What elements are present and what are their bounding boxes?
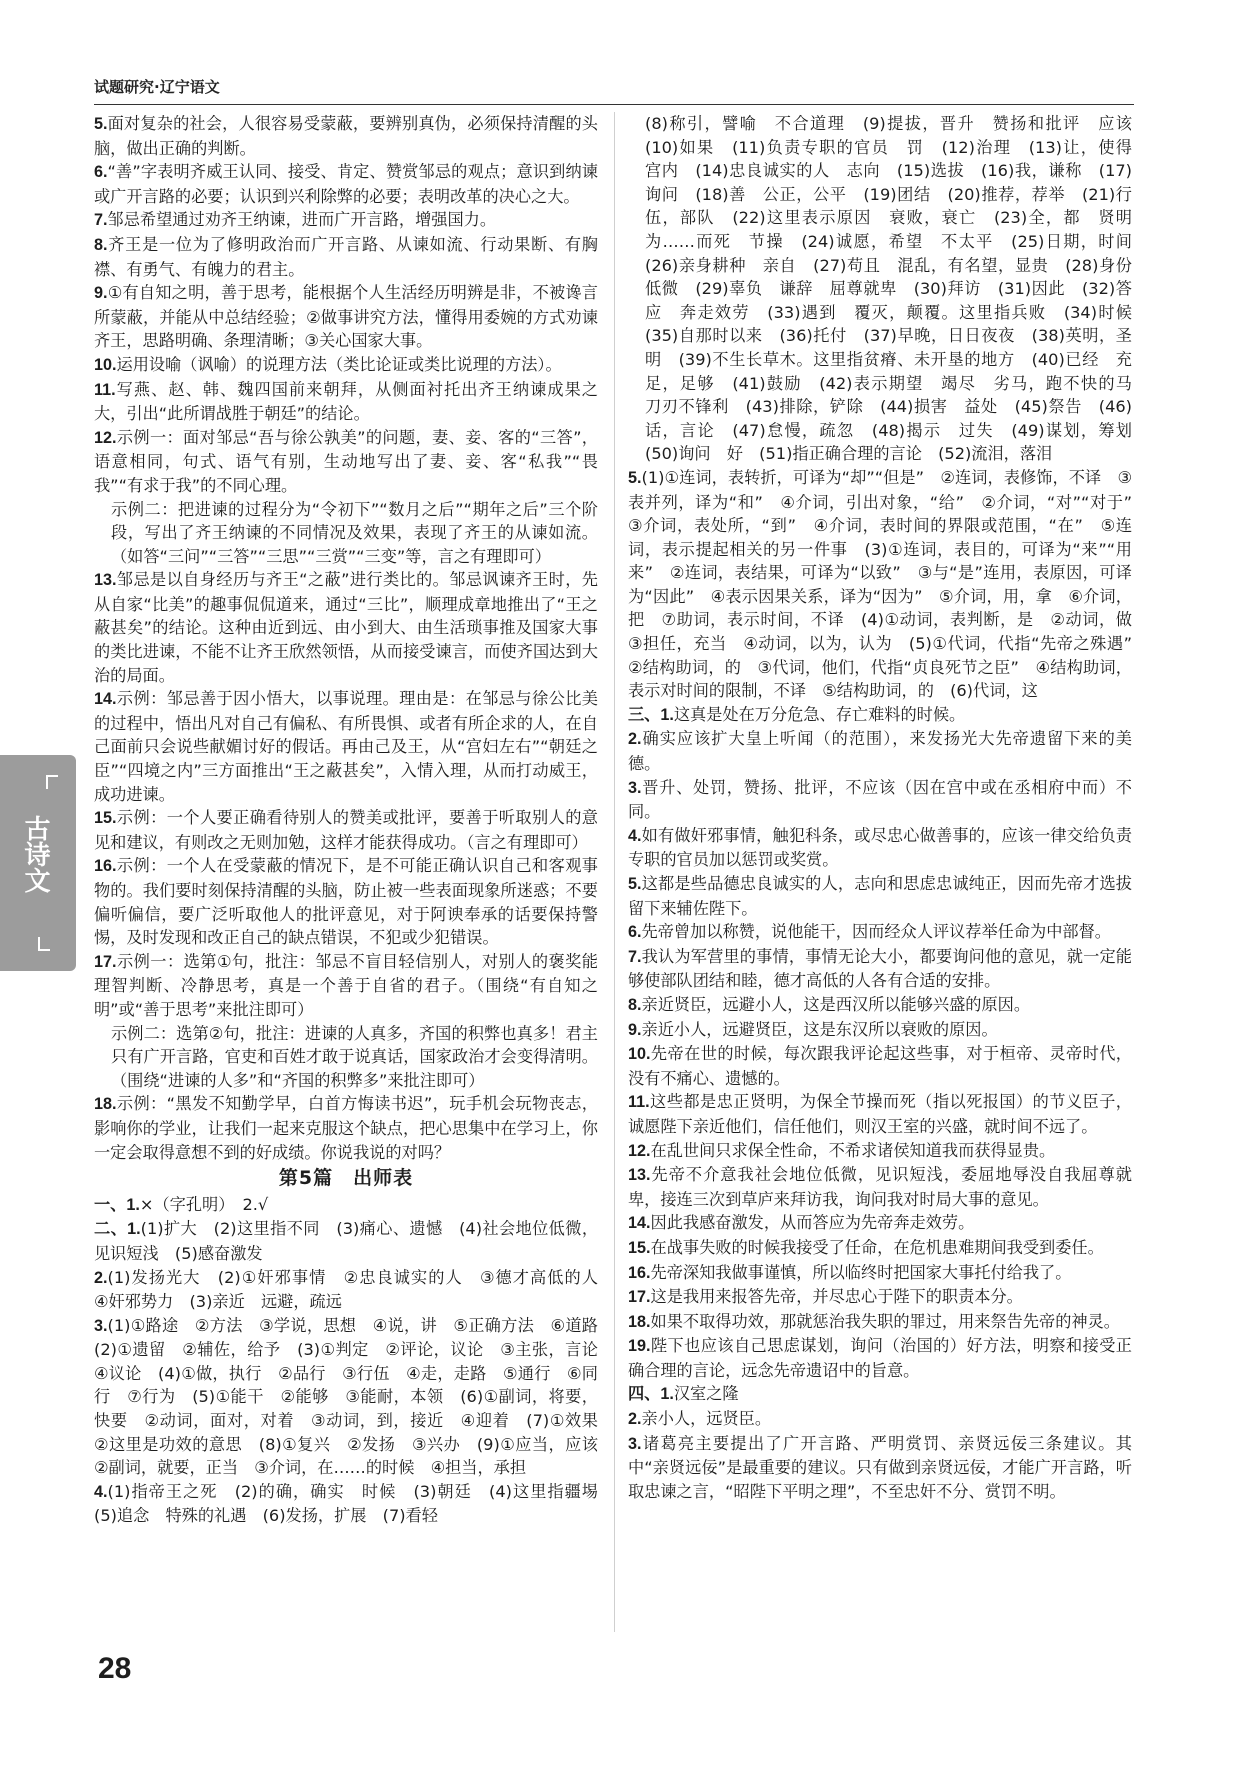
answer-number: 8. — [628, 995, 642, 1014]
answer-number: 17. — [94, 952, 117, 971]
answer-item — [94, 1193, 598, 1218]
answer-text: 如有做奸邪事情，触犯科条，或尽忠心做善事的，应该一律交给负责专职的官员加以惩罚或奖赏。 — [628, 825, 1132, 870]
answer-text: 在乱世间只求保全性命，不希求诸侯知道我而获得显贵。 — [650, 1140, 1056, 1160]
answer-text: 示例一：面对邹忌“吾与徐公孰美”的问题，妻、妾、客的“三答”，语意相同，句式、语气有别，生动地写出了妻、妾、客“私我”“畏我”“有求于我”的不同心理。 — [94, 427, 598, 495]
answer-item — [628, 1310, 1132, 1335]
answer-text: 邹忌是以自身经历与齐王“之蔽”进行类比的。邹忌讽谏齐王时，先从自家“比美”的趣事侃侃道来，通过“三比”，顺理成章地推出了“王之蔽甚矣”的结论。这种由近到远、由小到大、由生活琐事推及国家大事的类比进谏，不能不让齐王欣然领悟，从而接受谏言，而使齐国达到大治的局面。 — [94, 570, 598, 685]
answer-item — [94, 1092, 598, 1164]
answer-number: 4. — [94, 1482, 108, 1501]
answer-item — [628, 1334, 1132, 1382]
answer-item — [94, 1314, 615, 1480]
answer-number: 14. — [94, 690, 117, 709]
answer-text: 诸葛亮主要提出了广开言路、严明赏罚、亲贤远佞三条建议。其中“亲贤远佞”是最重要的建议。只有做到亲贤远佞，才能广开言路，听取忠谏之言，“昭陛下平明之理”，不至忠奸不分、赏罚不明。 — [628, 1433, 1132, 1501]
answer-text: 陛下也应该自己思虑谋划，询问（治国的）好方法，明察和接受正确合理的言论，远念先帝遗诏中的旨意。 — [628, 1336, 1132, 1380]
answer-number: 16. — [94, 857, 117, 876]
answer-number: 16. — [628, 1263, 651, 1282]
answer-number: 2. — [628, 1410, 642, 1429]
answer-item — [94, 687, 598, 806]
answer-item — [628, 1018, 1132, 1043]
section-side-tab — [0, 755, 76, 971]
answer-number: 2. — [628, 730, 642, 749]
answer-number: 11. — [628, 1093, 650, 1112]
answer-number: 10. — [94, 355, 117, 374]
answer-number: 6. — [628, 923, 642, 942]
answer-number: 14. — [628, 1214, 651, 1233]
answer-number: 5. — [628, 468, 642, 487]
column-divider — [614, 112, 615, 1632]
answer-item — [94, 568, 598, 687]
answer-item — [628, 1139, 1132, 1164]
answer-number: 13. — [628, 1166, 651, 1185]
answer-number: 4. — [628, 826, 642, 845]
tab-bracket-top — [46, 775, 58, 789]
answer-number: 7. — [94, 211, 108, 230]
answer-item — [628, 1211, 1132, 1236]
answer-item — [628, 1382, 1132, 1407]
tab-bracket-bottom — [38, 937, 50, 951]
answer-item — [94, 950, 598, 1022]
answer-text: 示例：邹忌善于因小悟大，以事说理。理由是：在邹忌与徐公比美的过程中，悟出凡对自己有偏私、有所畏惧、或者有所企求的人，在自己面前只会说些献媚讨好的假话。再由己及王，从“宫妇左右”“朝廷之臣”“四境之内”三方面推出“王之蔽甚矣”，入情入理，从而打动威王，成功进谏。 — [94, 689, 598, 804]
answer-item — [94, 1266, 615, 1314]
answer-item — [94, 806, 598, 854]
answer-number: 9. — [628, 1020, 642, 1039]
answer-text: 我认为军营里的事情，事情无论大小，都要询问他的意见，就一定能够使部队团结和睦，德才高低的人各有合适的安排。 — [628, 946, 1132, 991]
answer-item — [628, 1407, 1132, 1432]
answer-number: 3. — [628, 1434, 642, 1453]
answer-item — [94, 1480, 615, 1528]
answer-text: ①有自知之明，善于思考，能根据个人生活经历明辨是非，不被谗言所蒙蔽，并能从中总结经验；②做事讲究方法，懂得用委婉的方式劝谏齐王，思路明确、条理清晰；③关心国家大事。 — [94, 283, 598, 351]
answer-item — [628, 1090, 1132, 1138]
answer-item — [628, 1261, 1132, 1286]
answer-text: 面对复杂的社会，人很容易受蒙蔽，要辨别真伪，必须保持清醒的头脑，做出正确的判断。 — [94, 114, 598, 158]
answer-item — [628, 466, 1149, 703]
answer-item — [628, 703, 1132, 728]
answer-item — [628, 1163, 1132, 1211]
answer-number: 15. — [628, 1238, 651, 1257]
answer-item — [628, 1236, 1132, 1261]
answer-item — [628, 727, 1132, 775]
answer-text: (1)①路途 ②方法 ③学说，思想 ④说，讲 ⑤正确方法 ⑥道路 (2)①遗留 ②辅佐，给予 (3)①判定 ②评论，议论 ③主张，言论 ④议论 (4)①做，执行 ②品行 ③行伍 ④走，走路 ⑤通行 ⑥同行 ⑦行为 (5)①能干 ②能够 ③能耐，本领 (6)①副词，将要，快要 ②动词，面对，对着 ③动词，到，接近 ④迎着 (7)①效果 ②这里是功效的意思 (8)①复兴 ②发扬 ③兴办 (9)①应当，应该 ②副词，就要，正当 ③介词，在……的时候 ④担当，承担 — [94, 1315, 615, 1478]
answer-text: 这是我用来报答先帝，并尽忠心于陛下的职责本分。 — [650, 1287, 1023, 1307]
answer-text: 汉室之隆 — [673, 1384, 739, 1404]
answer-number: 3. — [94, 1316, 108, 1335]
answer-text: 这真是处在万分危急、存亡难料的时候。 — [673, 704, 966, 724]
answer-item — [94, 854, 598, 949]
answer-item — [628, 824, 1132, 872]
answer-text: 亲小人，远贤臣。 — [641, 1409, 772, 1429]
answer-text: 示例：一个人要正确看待别人的赞美或批评，要善于听取别人的意见和建议，有则改之无则加勉，这样才能获得成功。（言之有理即可） — [94, 808, 598, 852]
answer-number: 7. — [628, 947, 642, 966]
header-rule — [94, 104, 1134, 105]
answer-text: (1)扩大 (2)这里指不同 (3)痛心、遗憾 (4)社会地位低微，见识短浅 (5)感奋激发 — [94, 1219, 599, 1263]
answer-number: 10. — [628, 1045, 651, 1064]
answer-text: 亲近小人，远避贤臣，这是东汉所以衰败的原因。 — [641, 1019, 998, 1039]
answer-number: 一、1. — [94, 1195, 140, 1214]
answer-item — [94, 426, 598, 498]
answer-text: ×（字孔明） 2.√ — [139, 1194, 269, 1214]
running-header: 试题研究·辽宁语文 — [94, 78, 220, 96]
answer-text: (1)指帝王之死 (2)的确，确实 时候 (3)朝廷 (4)这里指疆埸 (5)追念 特殊的礼遇 (6)发扬，扩展 (7)看轻 — [94, 1481, 615, 1526]
answer-text: 示例二：把进谏的过程分为“令初下”“数月之后”“期年之后”三个阶段，写出了齐王纳谏的不同情况及效果，表现了齐王的从谏如流。（如答“三问”“三答”“三思”“三赏”“三变”等，言之有理即可） — [111, 499, 598, 566]
page-number: 28 — [98, 1652, 132, 1685]
answer-text: 齐王是一位为了修明政治而广开言路、从谏如流、行动果断、有胸襟、有勇气、有魄力的君主。 — [94, 234, 598, 279]
answer-item — [628, 776, 1132, 824]
answer-text: 因此我感奋激发，从而答应为先帝奔走效劳。 — [650, 1213, 975, 1233]
answer-item — [94, 1022, 598, 1093]
answer-text: 晋升、处罚，赞扬、批评，不应该（因在宫中或在丞相府中而）不同。 — [628, 777, 1132, 822]
answer-item — [628, 872, 1132, 920]
answer-number: 二、1. — [94, 1220, 141, 1239]
answer-text: 邹忌希望通过劝齐王纳谏，进而广开言路，增强国力。 — [107, 210, 497, 230]
answer-text: 确实应该扩大皇上听闻（的范围），来发扬光大先帝遗留下来的美德。 — [628, 729, 1132, 774]
answer-number: 12. — [628, 1141, 651, 1160]
answer-item — [628, 1285, 1132, 1310]
answer-text: 先帝在世的时候，每次跟我评论起这些事，对于桓帝、灵帝时代，没有不痛心、遗憾的。 — [628, 1044, 1132, 1088]
answer-text: 示例：“黑发不知勤学早，白首方悔读书迟”，玩手机会玩物丧志，影响你的学业，让我们一起来克服这个缺点，把心思集中在学习上，你一定会取得意想不到的好成绩。你说我说的对吗？ — [94, 1094, 598, 1162]
answer-text: 先帝不介意我社会地位低微，见识短浅，委屈地辱没自我屈尊就卑，接连三次到草庐来拜访我，询问我对时局大事的意见。 — [628, 1165, 1132, 1209]
answer-number: 8. — [94, 235, 108, 254]
section-tab-label: 古诗文 — [20, 815, 50, 893]
answer-item — [628, 945, 1132, 993]
answer-item — [94, 378, 598, 426]
answer-number: 19. — [628, 1337, 651, 1356]
answer-item — [94, 353, 598, 378]
answer-item — [628, 1432, 1132, 1504]
answer-number: 12. — [94, 428, 117, 447]
answer-text: 先帝深知我做事谨慎，所以临终时把国家大事托付给我了。 — [650, 1262, 1072, 1282]
right-answer-column — [628, 112, 1149, 1503]
answer-item — [628, 1042, 1132, 1090]
answer-item — [94, 208, 598, 233]
answer-number: 6. — [94, 163, 108, 182]
answer-item — [94, 1217, 598, 1265]
answer-number: 11. — [94, 380, 116, 399]
left-answer-column — [94, 112, 615, 1528]
answer-number: 2. — [94, 1268, 108, 1287]
section-title: 第5篇 出师表 — [278, 1167, 414, 1190]
answer-item — [628, 920, 1132, 945]
answer-item — [628, 112, 1149, 466]
answer-item — [94, 498, 598, 569]
answer-text: (8)称引，譬喻 不合道理 (9)提拔，晋升 赞扬和批评 应该 (10)如果 (11)负责专职的官员 罚 (12)治理 (13)让，使得 宫内 (14)忠良诚实的人 志向 (15)选拔 (16)我，谦称 (17)询问 (18)善 公正，公平 (19)团结 (20)推荐，荐举 (21)行伍，部队 (22)这里表示原因 衰败，衰亡 (23)全，都 贤明 为……而死 节操 (24)诚愿，希望 不太平 (25)日期，时间 (26)亲身耕种 亲自 (27)苟且 混乱，有名望，显贵 (28)身份低微 (29)辜负 谦辞 屈尊就卑 (30)拜访 (31)因此 (32)答应 奔走效劳 (33)遇到 覆灭，颠覆。这里指兵败 (34)时候 (35)自那时以来 (36)托付 (37)早晚，日日夜夜 (38)英明，圣明 (39)不生长草木。这里指贫瘠、未开垦的地方 (40)已经 充足，足够 (41)鼓励 (42)表示期望 竭尽 劣马，跑不快的马 刀刃不锋利 (43)排除，铲除 (44)损害 益处 (45)祭告 (46)话，言论 (47)怠慢，疏忽 (48)揭示 过失 (49)谋划，筹划 (50)询问 好 (51)指正确合理的言论 (52)流泪，落泪 — [645, 114, 1149, 464]
answer-item — [94, 281, 598, 353]
answer-number: 15. — [94, 809, 117, 828]
answer-number: 三、1. — [628, 705, 674, 724]
answer-item — [94, 233, 598, 281]
answer-text: 运用设喻（讽喻）的说理方法（类比论证或类比说理的方法）。 — [116, 354, 562, 374]
answer-text: 写燕、赵、韩、魏四国前来朝拜，从侧面衬托出齐王纳谏成果之大，引出“此所谓战胜于朝廷”的结论。 — [94, 379, 598, 424]
answer-number: 3. — [628, 778, 642, 797]
answer-item — [94, 112, 598, 160]
answer-number: 18. — [628, 1312, 651, 1331]
answer-item — [94, 160, 598, 208]
answer-text: (1)①连词，表转折，可译为“却”“但是” ②连词，表修饰，不译 ③表并列，译为“和” ④介词，引出对象，“给” ②介词，“对”“对于” ③介词，表处所，“到” ④介词，表时间的界限或范围，“在” ⑤连词，表示提起相关的另一件事 (3)①连词，表目的，可译为“来”“用来” ②连词，表结果，可译为“以致” ③与“是”连用，表原因，可译为“因此” ④表示因果关系，译为“因为” ⑤介词，用，拿 ⑥介词，把 ⑦助词，表示时间，不译 (4)①动词，表判断，是 ②动词，做 ③担任，充当 ④动词，以为，认为 (5)①代词，代指“先帝之殊遇” ②结构助词，的 ③代词，他们，代指“贞良死节之臣” ④结构助词，表示对时间的限制，不译 ⑤结构助词，的 (6)代词，这 — [628, 467, 1149, 701]
answer-text: 亲近贤臣，远避小人，这是西汉所以能够兴盛的原因。 — [641, 994, 1031, 1014]
answer-number: 5. — [94, 115, 108, 133]
answer-text: 在战事失败的时候我接受了任命，在危机患难期间我受到委任。 — [650, 1237, 1104, 1257]
answer-text: 示例二：选第②句，批注：进谏的人真多，齐国的积弊也真多！君主只有广开言路，官吏和百姓才敢于说真话，国家政治才会变得清明。（围绕“进谏的人多”和“齐国的积弊多”来批注即可） — [111, 1023, 598, 1090]
answer-text: 这都是些品德忠良诚实的人，志向和思虑忠诚纯正，因而先帝才选拔留下来辅佐陛下。 — [628, 874, 1132, 918]
answer-number: 四、1. — [628, 1385, 674, 1404]
answer-text: 如果不取得功效，那就惩治我失职的罪过，用来祭告先帝的神灵。 — [650, 1311, 1120, 1331]
answer-text: 示例一：选第①句，批注：邹忌不盲目轻信别人，对别人的褒奖能理智判断、冷静思考，真是一个善于自省的君子。（围绕“有自知之明”或“善于思考”来批注即可） — [94, 951, 598, 1019]
answer-text: 这些都是忠正贤明，为保全节操而死（指以死报国）的节义臣子，诚愿陛下亲近他们，信任他们，则汉王室的兴盛，就时间不远了。 — [628, 1092, 1132, 1136]
answer-number: 18. — [94, 1095, 117, 1114]
answer-text: 示例：一个人在受蒙蔽的情况下，是不可能正确认识自己和客观事物的。我们要时刻保持清醒的头脑，防止被一些表面现象所迷惑；不要偏听偏信，要广泛听取他人的批评意见，对于阿谀奉承的话要保持警惕，及时发现和改正自己的缺点错误，不犯或少犯错误。 — [94, 856, 598, 948]
answer-number: 13. — [94, 571, 117, 590]
answer-number: 17. — [628, 1288, 651, 1307]
answer-text: (1)发扬光大 (2)①奸邪事情 ②忠良诚实的人 ③德才高低的人 ④奸邪势力 (3)亲近 远避，疏远 — [94, 1267, 615, 1312]
answer-text: 先帝曾加以称赞，说他能干，因而经众人评议荐举任命为中部督。 — [641, 922, 1111, 942]
answer-number: 5. — [628, 875, 642, 893]
answer-item — [628, 993, 1132, 1018]
answer-number: 9. — [94, 284, 108, 303]
answer-text: “善”字表明齐威王认同、接受、肯定、赞赏邹忌的观点；意识到纳谏或广开言路的必要；认识到兴利除弊的必要；表明改革的决心之大。 — [94, 162, 598, 206]
